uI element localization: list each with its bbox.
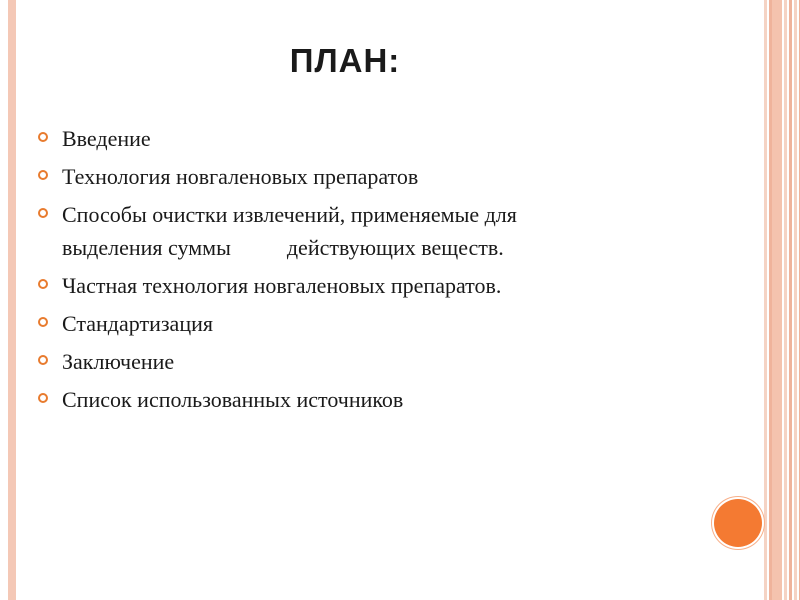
right-decorative-band [772,0,782,600]
list-item [36,345,686,378]
list-item-text: Частная технология новгаленовых препаратов. [62,273,502,298]
circle-bullet-icon [38,170,48,180]
list-item-text: Заключение [62,349,175,374]
list-item [36,307,686,340]
list-item [36,383,686,416]
circle-bullet-icon [38,208,48,218]
orange-circle-decoration [714,499,762,547]
list-item-text: Технология новгаленовых препаратов [62,164,419,189]
circle-bullet-icon [38,393,48,403]
list-item [36,122,686,155]
list-item-text: Стандартизация [62,311,213,336]
circle-bullet-icon [38,317,48,327]
list-item-text: Способы очистки извлечений, применяемые для [62,202,517,227]
list-item [36,160,686,193]
list-item-text-continued: действующих веществ. [286,235,504,260]
list-item-text: Введение [62,126,151,151]
list-item [36,269,686,302]
list-item [36,198,686,264]
list-item-text-continued: выделения суммы [62,235,231,260]
left-decorative-stripe [8,0,16,600]
circle-bullet-icon [38,355,48,365]
circle-bullet-icon [38,132,48,142]
circle-bullet-icon [38,279,48,289]
right-decorative-border [764,0,800,600]
slide-title: ПЛАН: [289,42,401,79]
list-item-text: Список использованных источников [62,387,404,412]
bullet-list [36,122,686,421]
